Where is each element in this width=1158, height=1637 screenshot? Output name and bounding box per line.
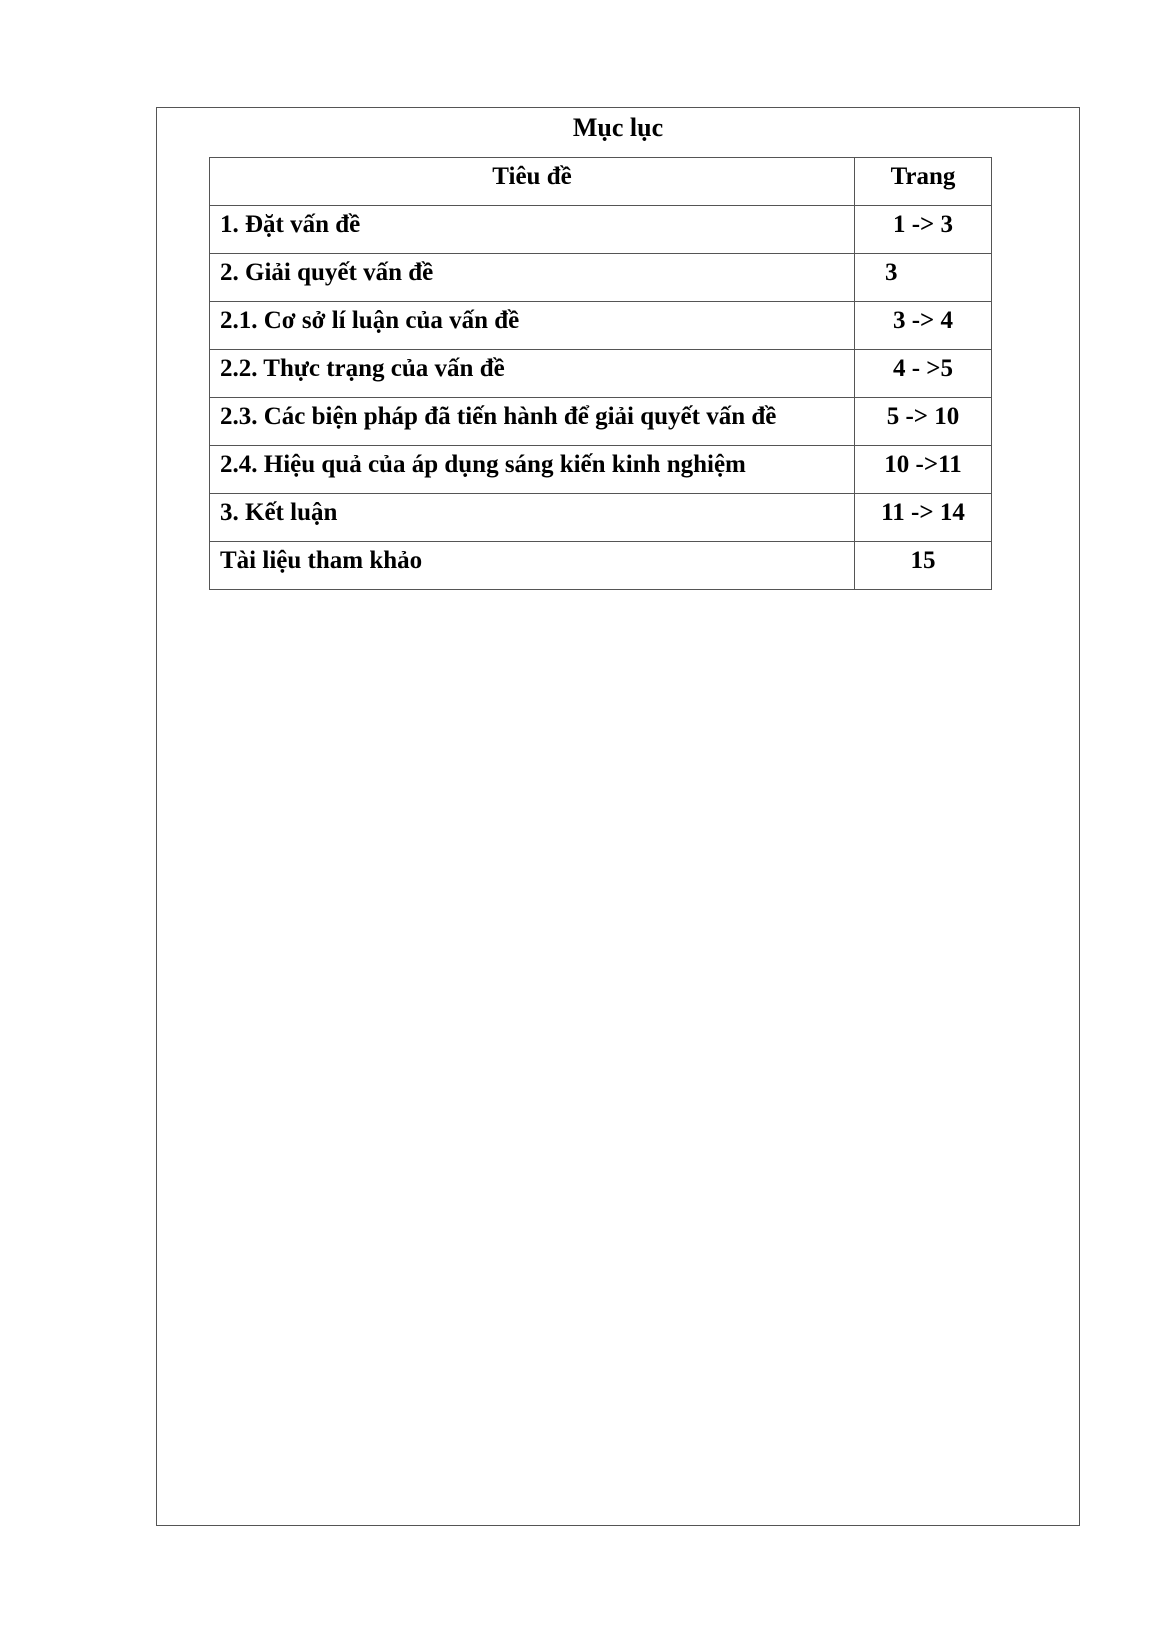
table-row (210, 302, 992, 350)
row-title: 2.4. Hiệu quả của áp dụng sáng kiến kinh nghiệm (210, 446, 855, 494)
row-title: 2.3. Các biện pháp đã tiến hành để giải quyết vấn đề (210, 398, 855, 446)
row-page: 10 ->11 (855, 446, 992, 494)
row-title: 2.1. Cơ sở lí luận của vấn đề (210, 302, 855, 350)
table-row (210, 350, 992, 398)
row-page: 5 -> 10 (855, 398, 992, 446)
header-page: Trang (855, 158, 992, 206)
row-page: 3 -> 4 (855, 302, 992, 350)
row-title: 1. Đặt vấn đề (210, 206, 855, 254)
table-row (210, 206, 992, 254)
row-page: 1 -> 3 (855, 206, 992, 254)
toc-header-row (210, 158, 992, 206)
table-row (210, 398, 992, 446)
row-title: Tài liệu tham khảo (210, 542, 855, 590)
row-page: 3 (855, 254, 992, 302)
row-title: 2. Giải quyết vấn đề (210, 254, 855, 302)
row-title: 2.2. Thực trạng của vấn đề (210, 350, 855, 398)
row-page: 4 - >5 (855, 350, 992, 398)
table-row (210, 542, 992, 590)
table-row (210, 494, 992, 542)
table-row (210, 446, 992, 494)
toc-title: Mục lục (572, 113, 664, 142)
row-page: 11 -> 14 (855, 494, 992, 542)
table-row (210, 254, 992, 302)
row-page: 15 (855, 542, 992, 590)
header-title: Tiêu đề (210, 158, 855, 206)
row-title: 3. Kết luận (210, 494, 855, 542)
toc-table (209, 157, 992, 590)
